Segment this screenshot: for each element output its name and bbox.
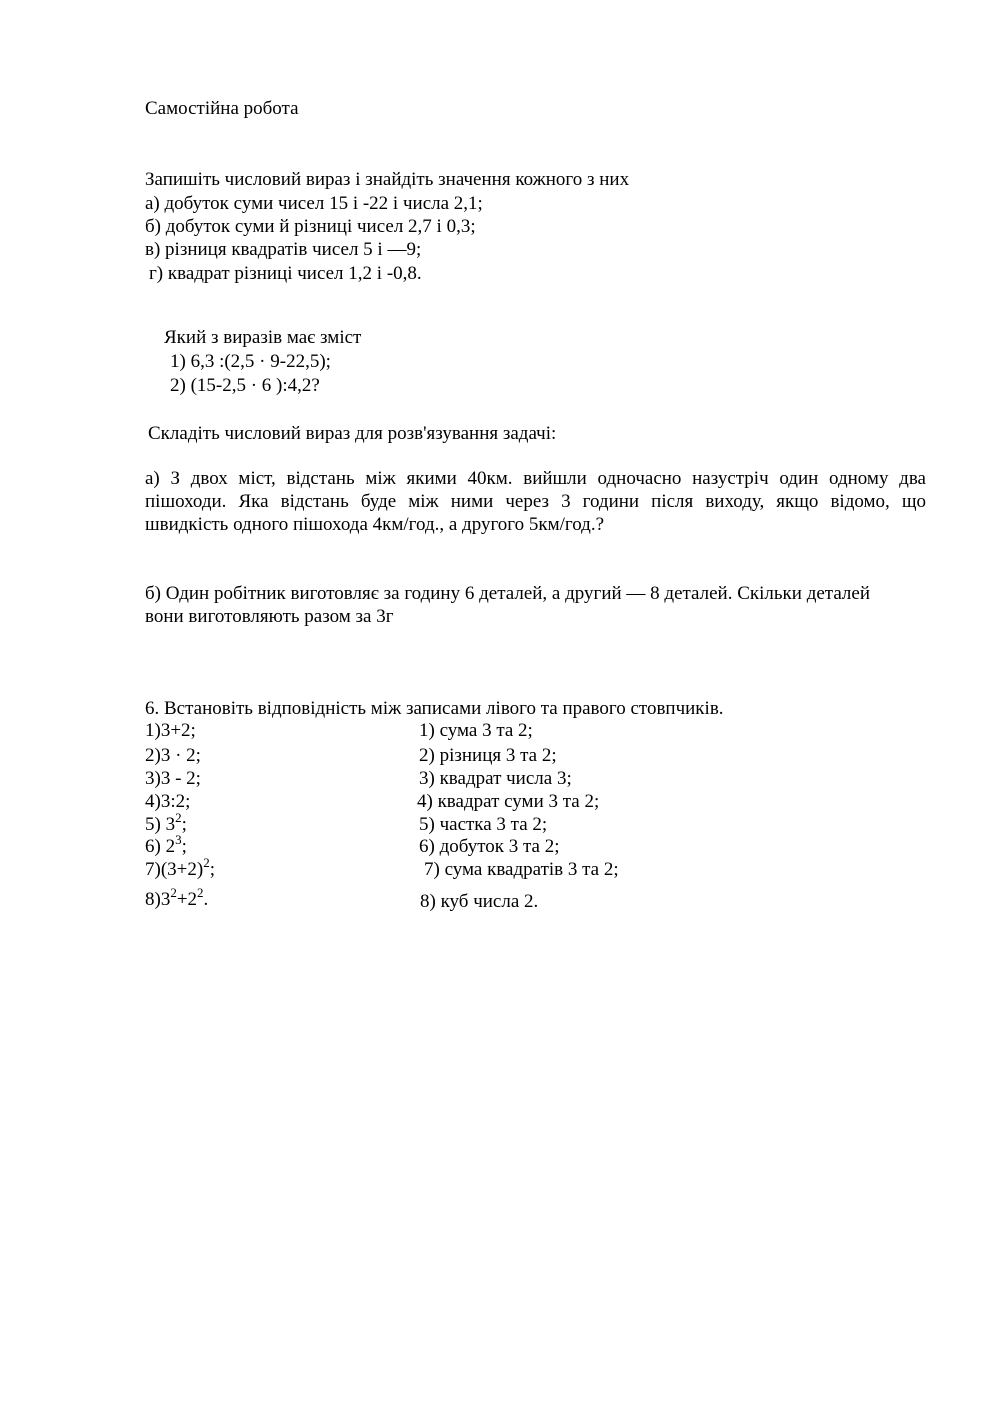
- task3-problem-a-line: а) З двох міст, відстань між якими 40км. вийшли одночасно назустріч один одному два: [145, 468, 926, 489]
- task1-item-d: г) квадрат різниці чисел 1,2 і -0,8.: [149, 263, 422, 284]
- task6-right-item: 6) добуток 3 та 2;: [419, 836, 560, 857]
- task1-item-c: в) різниця квадратів чисел 5 і —9;: [145, 239, 422, 260]
- task3-problem-a-line: швидкість одного пішохода 4км/год., а другого 5км/год.?: [145, 514, 605, 535]
- task6-right-item: 2) різниця 3 та 2;: [419, 745, 557, 766]
- task2-item-2: 2) (15-2,5 · 6 ):4,2?: [170, 375, 320, 396]
- task6-left-item: 6) $2^3$;: [145, 831, 187, 857]
- task6-right-item: 3) квадрат числа 3;: [419, 768, 572, 789]
- task6-left-item: 3)3 - 2;: [145, 768, 201, 789]
- task1-item-a: а) добуток суми чисел 15 і -22 і числа 2,1;: [145, 193, 483, 214]
- task6-left-item: 4)3:2;: [145, 791, 191, 812]
- task6-right-item: 5) частка 3 та 2;: [419, 814, 548, 835]
- page-title: Самостійна робота: [145, 98, 299, 119]
- task6-left-item: $7)(3+2)^2$;: [145, 854, 215, 880]
- task6-left-item: $8)3^2+2^2$.: [145, 884, 209, 910]
- task6-left-item: 5) $3^2$;: [145, 809, 187, 835]
- task1-item-b: б) добуток суми й різниці чисел 2,7 і 0,3;: [145, 216, 476, 237]
- task6-right-item: 8) куб числа 2.: [420, 891, 539, 912]
- task6-heading: 6. Встановіть відповідність між записами лівого та правого стовпчиків.: [145, 698, 724, 719]
- task1-heading: Запишіть числовий вираз і знайдіть значення кожного з них: [145, 169, 630, 190]
- task6-right-item: 7) сума квадратів 3 та 2;: [424, 859, 619, 880]
- task6-left-item: 2)3 · 2;: [145, 745, 201, 766]
- task3-heading: Складіть числовий вираз для розв'язування задачі:: [148, 423, 557, 444]
- task2-heading: Який з виразів має зміст: [164, 327, 362, 348]
- task3-problem-a-line: пішоходи. Яка відстань буде між ними через 3 години після виходу, якщо відомо, що: [145, 491, 926, 512]
- task3-problem-b-line: б) Один робітник виготовляє за годину 6 деталей, а другий — 8 деталей. Скільки деталей: [145, 583, 871, 604]
- task2-item-1: 1) 6,3 :(2,5 · 9-22,5);: [170, 351, 331, 372]
- task6-right-item: 1) сума 3 та 2;: [419, 720, 533, 741]
- task3-problem-b-line: вони виготовляють разом за 3г: [145, 606, 394, 627]
- task6-right-item: 4) квадрат суми 3 та 2;: [417, 791, 600, 812]
- task6-left-item: 1)3+2;: [145, 720, 196, 741]
- task3-problem-a: [145, 467, 926, 536]
